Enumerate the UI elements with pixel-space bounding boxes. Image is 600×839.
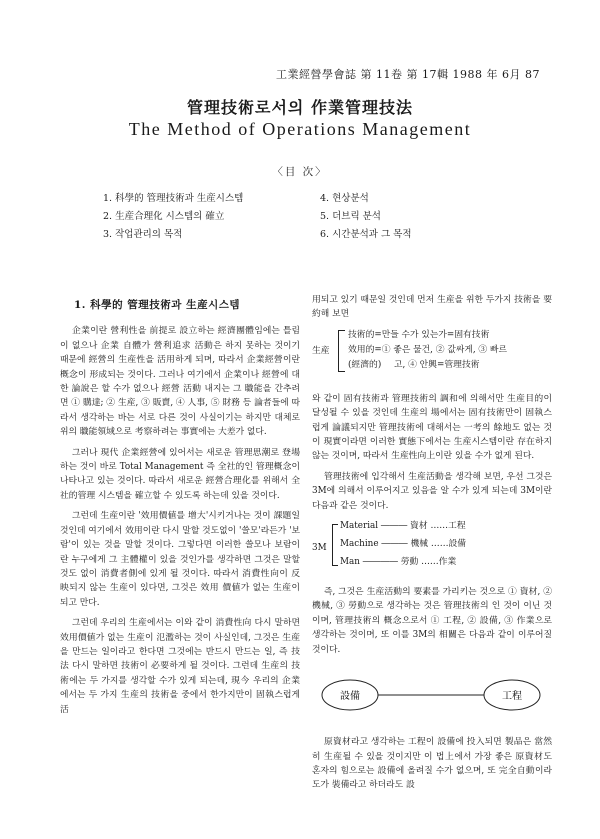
- paragraph: 그러나 現代 企業經營에 있어서는 새로운 管理思潮로 登場하는 것이 바로 Total Management 즉 全社的인 管理概念이 나타나고 있는 것이다. 따라서 새로운 經營合理化를 위해서 全社的管理 시스템을 確立할 수 있도록 하는데 있을 것이다.: [60, 447, 300, 501]
- toc-item: 6. 시간분석과 그 목적: [320, 229, 412, 240]
- toc-left: [103, 190, 243, 244]
- formula-sublabel: (經濟的): [348, 359, 382, 370]
- formula-line: 技術的=만들 수가 있는가=固有技術: [348, 329, 490, 340]
- right-column: [312, 293, 552, 799]
- equipment-process-diagram: [312, 665, 552, 725]
- diagram-svg: [312, 665, 552, 725]
- toc-heading: 〈目 次〉: [272, 166, 328, 178]
- toc-item: 4. 현상분석: [320, 193, 369, 204]
- three-m-list: [312, 519, 552, 579]
- three-m-row: Machine ――― 機械 ……設備: [340, 539, 467, 550]
- brace-bracket: [332, 524, 338, 566]
- formula-line: 고, ④ 안興=管理技術: [394, 359, 480, 370]
- brace-bracket: [338, 330, 345, 372]
- three-m-row: Material ――― 資材 ……工程: [340, 521, 466, 532]
- toc-item: 5. 더브릭 분석: [320, 211, 381, 222]
- diagram-node-label: 工程: [502, 691, 522, 703]
- left-column: [60, 298, 300, 723]
- paragraph: 原資材라고 생각하는 工程이 設備에 投入되면 製品은 當然히 生産될 수 있을 것이지만 이 법上에서 가장 좋은 原資材도 혼자의 힘으로는 設備에 올려질 수가 없으며, 또 完全自動이라도가 裝備라고 하더라도 設: [312, 737, 552, 791]
- three-m-row: Man ―――― 勞動 ……作業: [340, 557, 457, 568]
- journal-header: 工業經營學會誌 第 11卷 第 17輯 1988 年 6月 87: [276, 68, 540, 81]
- paragraph: 그런데 우리의 生産에서는 이와 같이 消費性向 다시 말하면 效用價値가 없는 生産이 氾濫하는 것이 사실인데, 그것은 生産을 만드는 일이라고 한다면 그것에는 반드시 만드는 일, 즉 技法 다시 말하면 技術이 必要하게 될 것이다. 그런데 生産의 技術에는 두 가지를 생각할 수가 있게 되는데, 現今 우리의 企業에서는 두 가지 生産의 技術을 중에서 한가지만이 固執스럽게 活: [60, 618, 300, 715]
- title-korean: 管理技術로서의 作業管理技法: [187, 98, 413, 117]
- toc-item: 3. 작업관리의 목적: [103, 229, 183, 240]
- production-formula: [312, 328, 552, 384]
- paragraph: 用되고 있기 때문일 것인데 먼저 生産을 위한 두가지 技術을 要約해 보면: [312, 295, 552, 320]
- paragraph: 와 같이 固有技術과 管理技術의 調和에 의해서만 生産目的이 달성될 수 있을 것인데 生産의 場에서는 固有技術만이 固執스럽게 論議되지만 管理技術에 대해서는 一考의 餘地도 없는 것이 現實이라면 이러한 實態下에서는 生産시스템이란 存在하지 않는 것이며, 따라서 生産性向上이란 있을 수가 없게 된다.: [312, 393, 552, 462]
- three-m-label: 3M: [312, 543, 327, 554]
- diagram-node-label: 設備: [340, 691, 360, 703]
- formula-label: 生産: [312, 345, 330, 356]
- paragraph: 그런데 生産이란 '效用價値를 增大'시키거나는 것이 課題일 것인데 여기에서 效用이란 다시 말할 것도없이 '쓸모'라든가 '보람'이 있는 것을 말할 것이다. 그렇다면 이러한 쓸모나 보람이란 누구에게 그 主體權이 있을 것인가를 생각하면 그것은 말할 것도 없이 消費者側에 있게 될 것이다. 따라서 消費性向이 反映되지 않는 生産이 있다면, 그것은 效用 價値가 없는 生産이 되고 만다.: [60, 511, 300, 608]
- section-heading: 1. 科學的 管理技術과 生産시스템: [74, 299, 240, 311]
- title-english: The Method of Operations Management: [128, 119, 472, 139]
- toc-item: 2. 生産合理化 시스템의 確立: [103, 211, 225, 222]
- paragraph: 管理技術에 입각해서 生産活動을 생각해 보면, 우선 그것은 3M에 의해서 이루어지고 있음을 알 수가 있게 되는데 3M이란 다음과 같은 것이다.: [312, 471, 552, 511]
- paragraph: 즉, 그것은 生産活動의 要素를 가리키는 것으로 ① 資材, ② 機械, ③ 勞動으로 생각하는 것은 管理技術의 인 것이 이닌 것이며, 管理技術의 概念으로서 ① 工程, ② 設備, ③ 作業으로 생각하는 것이며, 또 이를 3M의 相關은 다음과 같이 이루어질 것이다.: [312, 587, 552, 655]
- paragraph: 企業이란 營利性을 前提로 設立하는 經濟團體임에는 틀림이 없으나 企業 自體가 營利追求 活動은 하지 못하는 것이기 때문에 經營의 生産性을 活用하게 되며, 따라서 企業經營이란 概念이 形成되는 것이다. 그러나 여기에서 企業이나 經營에 대한 論說은 할 수가 없으나 經營 活動 내지는 그 職能을 간추려면 ① 購達; ② 生産, ③ 販賣, ④ 人事, ⑤ 財務 등 論者들에 따라서 생각하는 바는 서로 다른 것이 사실이기는 하지만 대체로 위의 職能領域으로 考察하려는 事實에는 大差가 없다.: [60, 326, 300, 438]
- toc-item: 1. 科學的 管理技術과 生産시스템: [103, 193, 244, 204]
- formula-line: 效用的=① 좋은 물건, ② 값싸게, ③ 빠르: [348, 344, 508, 355]
- toc-right: [320, 190, 412, 244]
